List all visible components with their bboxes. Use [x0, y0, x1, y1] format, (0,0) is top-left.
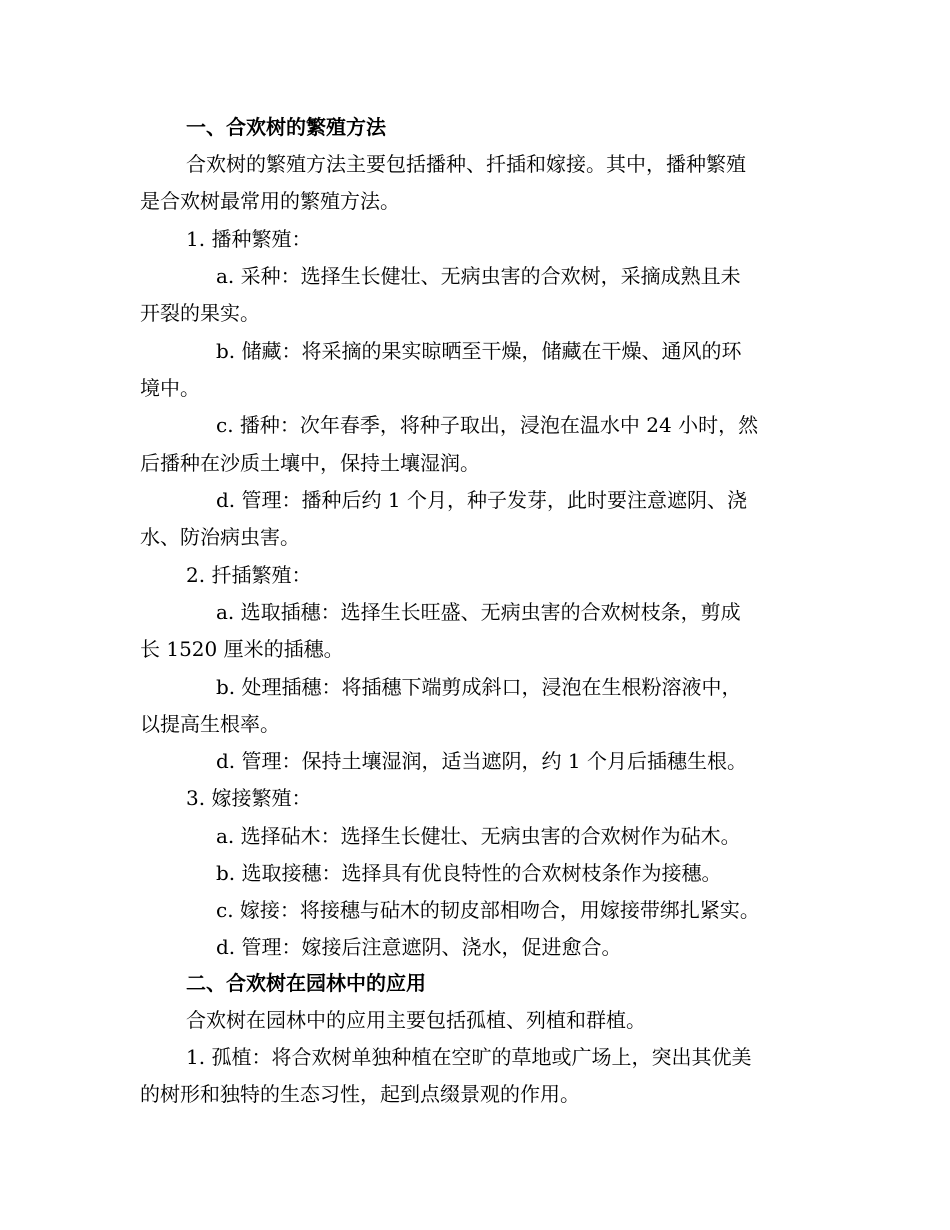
method3-title: 3. 嫁接繁殖：: [186, 786, 312, 810]
method3-step-c: c. 嫁接：将接穗与砧木的韧皮部相吻合，用嫁接带绑扎紧实。: [216, 898, 760, 922]
method2-step-b-line2: 以提高生根率。: [140, 712, 280, 736]
method1-title: 1. 播种繁殖：: [186, 227, 312, 251]
section2-item1-line1: 1. 孤植：将合欢树单独种植在空旷的草地或广场上，突出其优美: [186, 1045, 752, 1069]
method2-title: 2. 扦插繁殖：: [186, 563, 312, 587]
method2-step-d: d. 管理：保持土壤湿润，适当遮阴，约 1 个月后插穗生根。: [216, 749, 747, 773]
method3-step-b: b. 选取接穗：选择具有优良特性的合欢树枝条作为接穗。: [216, 861, 722, 885]
method1-step-b-line1: b. 储藏：将采摘的果实晾晒至干燥，储藏在干燥、通风的环: [216, 339, 742, 363]
method1-step-c-line2: 后播种在沙质土壤中，保持土壤湿润。: [140, 451, 480, 475]
section1-heading: 一、合欢树的繁殖方法: [186, 115, 386, 139]
method2-step-b-line1: b. 处理插穗：将插穗下端剪成斜口，浸泡在生根粉溶液中，: [216, 675, 742, 699]
method3-step-a: a. 选择砧木：选择生长健壮、无病虫害的合欢树作为砧木。: [216, 824, 741, 848]
method2-step-a-line2: 长 1520 厘米的插穗。: [140, 637, 344, 661]
method1-step-d-line2: 水、防治病虫害。: [140, 525, 300, 549]
method3-step-d: d. 管理：嫁接后注意遮阴、浇水，促进愈合。: [216, 935, 622, 959]
section1-intro-line2: 是合欢树最常用的繁殖方法。: [140, 189, 400, 213]
method1-step-c-line1: c. 播种：次年春季，将种子取出，浸泡在温水中 24 小时，然: [216, 413, 759, 437]
method1-step-d-line1: d. 管理：播种后约 1 个月，种子发芽，此时要注意遮阴、浇: [216, 488, 747, 512]
method1-step-a-line2: 开裂的果实。: [140, 301, 260, 325]
method2-step-a-line1: a. 选取插穗：选择生长旺盛、无病虫害的合欢树枝条，剪成: [216, 600, 741, 624]
section2-intro: 合欢树在园林中的应用主要包括孤植、列植和群植。: [186, 1008, 646, 1032]
method1-step-a-line1: a. 采种：选择生长健壮、无病虫害的合欢树，采摘成熟且未: [216, 264, 741, 288]
section1-intro-line1: 合欢树的繁殖方法主要包括播种、扦插和嫁接。其中，播种繁殖: [186, 152, 746, 176]
method1-step-b-line2: 境中。: [140, 376, 200, 400]
section2-heading: 二、合欢树在园林中的应用: [186, 971, 426, 995]
section2-item1-line2: 的树形和独特的生态习性，起到点缀景观的作用。: [140, 1082, 580, 1106]
